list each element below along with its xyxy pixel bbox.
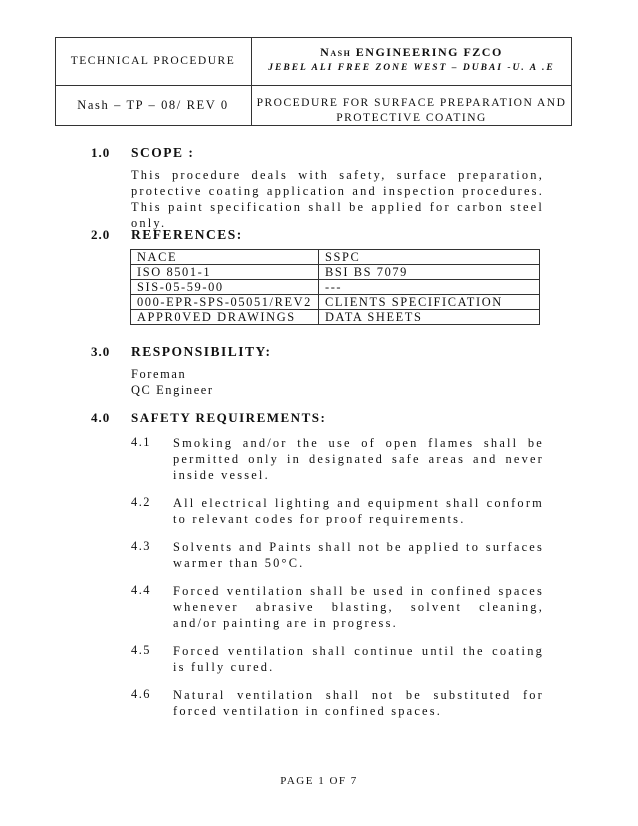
reference-row xyxy=(131,250,540,265)
section-title-references: REFERENCES: xyxy=(131,227,243,242)
reference-row xyxy=(131,310,540,325)
doc-title-line-2: PROTECTIVE COATING xyxy=(336,112,487,124)
item-number: 4.3 xyxy=(131,539,151,553)
company-name: Nash ENGINEERING FZCO xyxy=(320,45,503,59)
section-number: 1.0 xyxy=(91,145,111,160)
section-number: 4.0 xyxy=(91,410,111,425)
reference-cell: --- xyxy=(318,280,539,295)
header-divider-horizontal xyxy=(55,85,572,86)
reference-cell: BSI BS 7079 xyxy=(318,265,539,280)
section-number: 3.0 xyxy=(91,344,111,359)
section-number: 2.0 xyxy=(91,227,111,242)
reference-row xyxy=(131,295,540,310)
procedure-label: TECHNICAL PROCEDURE xyxy=(70,55,236,67)
reference-cell: CLIENTS SPECIFICATION xyxy=(318,295,539,310)
references-table xyxy=(130,249,540,325)
page-number: PAGE 1 OF 7 xyxy=(280,775,358,787)
safety-item-text: Natural ventilation shall not be substituted for forced ventilation in confined spaces. xyxy=(173,688,544,718)
safety-item-text: Forced ventilation shall be used in confined spaces whenever abrasive blasting, solvent cleaning, and/or painting are in progress. xyxy=(173,584,544,630)
responsibility-line: QC Engineer xyxy=(131,383,214,397)
section-title-scope: SCOPE : xyxy=(131,145,195,160)
item-number: 4.4 xyxy=(131,583,151,597)
reference-cell: ISO 8501-1 xyxy=(131,265,319,280)
reference-cell: APPR0VED DRAWINGS xyxy=(131,310,319,325)
item-number: 4.1 xyxy=(131,435,151,449)
section-title-safety: SAFETY REQUIREMENTS: xyxy=(131,410,327,425)
safety-item-text: Smoking and/or the use of open flames shall be permitted only in designated safe areas and never inside vessel. xyxy=(173,436,544,482)
scope-paragraph: This procedure deals with safety, surface preparation, protective coating application and inspection procedures. This paint specification shall be applied for carbon steel only. xyxy=(131,168,544,230)
reference-cell: DATA SHEETS xyxy=(318,310,539,325)
item-number: 4.5 xyxy=(131,643,151,657)
safety-item-text: Solvents and Paints shall not be applied to surfaces warmer than 50°C. xyxy=(173,540,544,570)
section-title-responsibility: RESPONSIBILITY: xyxy=(131,344,272,359)
responsibility-line: Foreman xyxy=(131,367,187,381)
safety-item-text: Forced ventilation shall continue until the coating is fully cured. xyxy=(173,644,544,674)
item-number: 4.6 xyxy=(131,687,151,701)
safety-item-text: All electrical lighting and equipment shall conform to relevant codes for proof requirements. xyxy=(173,496,544,526)
reference-cell: 000-EPR-SPS-05051/REV2 xyxy=(131,295,319,310)
item-number: 4.2 xyxy=(131,495,151,509)
reference-row xyxy=(131,280,540,295)
doc-title-line-1: PROCEDURE FOR SURFACE PREPARATION AND xyxy=(256,97,567,109)
doc-code: Nash – TP – 08/ REV 0 xyxy=(77,98,229,112)
reference-cell: SSPC xyxy=(318,250,539,265)
company-address: JEBEL ALI FREE ZONE WEST – DUBAI -U. A .E xyxy=(268,63,555,73)
reference-cell: NACE xyxy=(131,250,319,265)
reference-cell: SIS-05-59-00 xyxy=(131,280,319,295)
reference-row xyxy=(131,265,540,280)
